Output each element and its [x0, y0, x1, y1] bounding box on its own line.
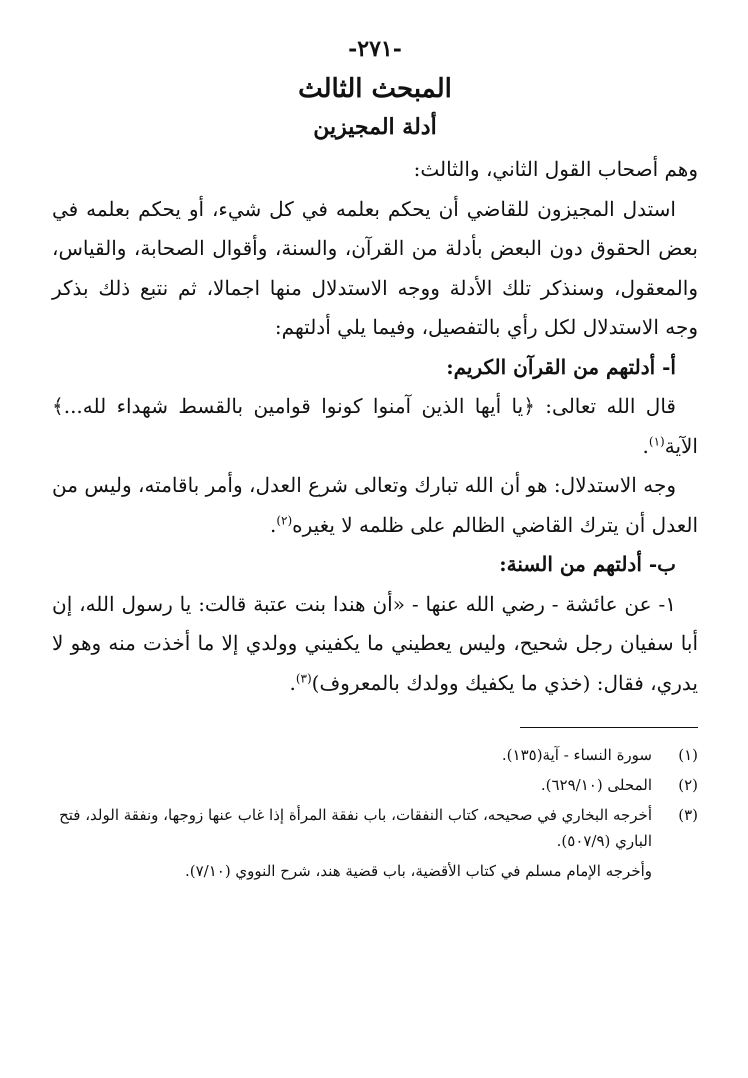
footnote-ref-3: (٣)	[295, 670, 312, 685]
footnote-number: (١)	[678, 746, 698, 764]
footnotes	[52, 742, 698, 884]
intro-line	[52, 150, 698, 190]
footnote-text: المحلى (٦٢٩/١٠).	[540, 776, 652, 794]
istidlal-text: وجه الاستدلال: هو أن الله تبارك وتعالى شرع العدل، وأمر باقامته، وليس من العدل أن يترك القاضي الظالم على ظلمه لا يغيره	[52, 473, 698, 537]
section-title: المبحث الثالث	[298, 74, 452, 104]
footnote-continuation: وأخرجه الإمام مسلم في كتاب الأقضية، باب قضية هند، شرح النووي (٧/١٠).	[184, 862, 652, 880]
page-number: -٢٧١-	[348, 36, 402, 62]
footnote-divider	[520, 727, 698, 728]
quran-verse-text: قال الله تعالى: ﴿يا أيها الذين آمنوا كونوا قوامين بالقسط شهداء لله...﴾ الآية	[52, 394, 698, 458]
heading-sunnah-evidence: ب- أدلتهم من السنة:	[499, 552, 676, 576]
footnote-ref-1: (١)	[648, 433, 665, 448]
verse-period: .	[642, 433, 649, 458]
section-subtitle: أدلة المجيزين	[313, 114, 437, 140]
heading-quran-evidence: أ- أدلتهم من القرآن الكريم:	[446, 354, 676, 379]
footnote-text: أخرجه البخاري في صحيحه، كتاب النفقات، باب نفقة المرأة إذا غاب عنها زوجها، ونفقة الولد، فتح الباري (٥٠٧/٩).	[59, 806, 652, 850]
paragraph-istidlal	[52, 466, 698, 545]
footnote-number: (٣)	[678, 806, 698, 824]
footnote-text: سورة النساء - آية(١٣٥).	[501, 746, 652, 764]
footnote-item	[52, 772, 698, 798]
footnote-ref-2: (٢)	[276, 512, 293, 527]
footnote-item	[52, 802, 698, 854]
istidlal-period: .	[269, 512, 277, 537]
paragraph-evidence-overview: استدل المجيزون للقاضي أن يحكم بعلمه في كل شيء، أو يحكم بعلمه في بعض الحقوق دون البعض بأدلة من القرآن، والسنة، وأقوال الصحابة، والقياس، والمعقول، وسنذكر تلك الأدلة ووجه الاستدلال منها اجمالا، ثم نتبع ذلك بذكر وجه الاستدلال لكل رأي بالتفصيل، وفيما يلي أدلتهم:	[52, 196, 698, 339]
hadith-text: ١- عن عائشة - رضي الله عنها - «أن هندا بنت عتبة قالت: يا رسول الله، إن أبا سفيان رجل شحيح، وليس يعطيني ما يكفيني وولدي إلا ما أخذت منه وهو لا يدري، فقال: (خذي ما يكفيك وولدك بالمعروف)	[52, 591, 698, 695]
hadith-period: .	[289, 670, 296, 695]
intro-text: وهم أصحاب القول الثاني، والثالث:	[413, 157, 698, 181]
body-text	[52, 150, 698, 703]
footnote-number: (٢)	[678, 776, 698, 794]
footnote-item	[52, 742, 698, 768]
paragraph-hadith	[52, 585, 698, 704]
paragraph-quran-verse	[52, 387, 698, 466]
